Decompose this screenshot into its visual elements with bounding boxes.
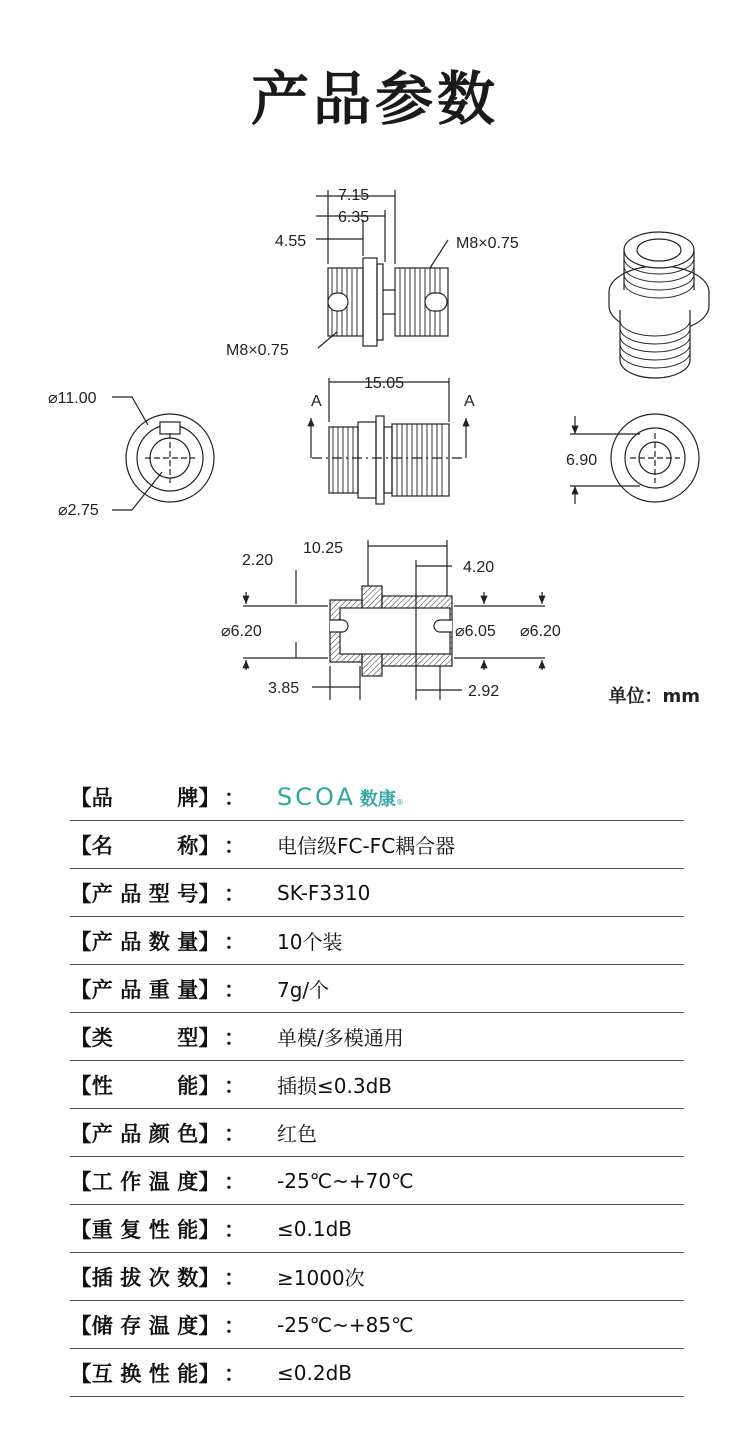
bracket-open: 【	[70, 977, 92, 1002]
dim-4-55: 4.55	[275, 233, 307, 250]
colon: ：	[223, 785, 245, 810]
spec-label-char: 作	[120, 1169, 142, 1194]
spec-label-char: 存	[120, 1313, 142, 1338]
dim-6-90: 6.90	[566, 452, 598, 469]
spec-row	[70, 1109, 684, 1157]
spec-row	[70, 917, 684, 965]
colon: ：	[223, 881, 245, 906]
bracket-close: 】	[198, 1169, 220, 1194]
spec-row	[70, 821, 684, 869]
left-end-view	[112, 397, 214, 510]
spec-label-text	[92, 782, 199, 812]
brand-registered-mark: ®	[395, 797, 404, 807]
dim-phi-6-20-right: ⌀6.20	[520, 623, 561, 640]
spec-label	[70, 1358, 245, 1388]
iso-view	[609, 232, 709, 378]
spec-label-text	[92, 1310, 199, 1340]
spec-label-char: 换	[120, 1361, 142, 1386]
spec-row	[70, 1253, 684, 1301]
spec-row	[70, 1301, 684, 1349]
bracket-close: 】	[198, 1361, 220, 1386]
bracket-close: 】	[198, 1073, 220, 1098]
bracket-close: 】	[198, 1121, 220, 1146]
spec-label-char: 品	[120, 929, 142, 954]
dim-7-15: 7.15	[338, 187, 370, 204]
spec-label-text	[92, 1214, 199, 1244]
spec-label-char: 储	[91, 1313, 113, 1338]
brand-logo-text: SCOA	[277, 782, 356, 811]
spec-value: ≤0.2dB	[277, 1360, 352, 1385]
spec-label-text	[92, 830, 199, 860]
spec-label	[70, 1022, 245, 1052]
spec-label-char: 产	[91, 929, 113, 954]
spec-label-char: 性	[148, 1217, 170, 1242]
spec-label-char: 品	[91, 785, 113, 810]
dim-phi-2-75: ⌀2.75	[58, 502, 99, 519]
spec-label	[70, 830, 245, 860]
spec-label-char: 色	[177, 1121, 199, 1146]
spec-label	[70, 1118, 245, 1148]
colon: ：	[223, 833, 245, 858]
colon: ：	[223, 1361, 245, 1386]
spec-label-char: 性	[91, 1073, 113, 1098]
dim-phi-6-20-left: ⌀6.20	[221, 623, 262, 640]
front-view	[311, 378, 466, 504]
spec-label-char: 颜	[148, 1121, 170, 1146]
spec-label-char: 数	[148, 929, 170, 954]
spec-label-char: 性	[148, 1361, 170, 1386]
spec-label-char: 能	[177, 1217, 199, 1242]
bracket-close: 】	[198, 1265, 220, 1290]
spec-label-char: 拔	[120, 1265, 142, 1290]
colon: ：	[223, 1025, 245, 1050]
bracket-open: 【	[70, 881, 92, 906]
page-title: 产品参数	[250, 65, 499, 133]
spec-label-text	[92, 1118, 199, 1148]
brand-logo	[277, 783, 404, 811]
dim-phi-11-00: ⌀11.00	[48, 390, 97, 407]
bracket-open: 【	[70, 1073, 92, 1098]
bracket-open: 【	[70, 833, 92, 858]
spec-label-char: 产	[91, 881, 113, 906]
spec-value: 插损≤0.3dB	[277, 1074, 392, 1098]
spec-row	[70, 1349, 684, 1397]
section-a-right: A	[464, 393, 475, 410]
dim-m8-top: M8×0.75	[456, 235, 519, 252]
spec-label-char: 能	[177, 1361, 199, 1386]
spec-label-text	[92, 1166, 199, 1196]
spec-row	[70, 869, 684, 917]
spec-label-char: 品	[120, 881, 142, 906]
spec-label-char: 类	[91, 1025, 113, 1050]
spec-row	[70, 1013, 684, 1061]
dim-m8-bottom: M8×0.75	[226, 342, 289, 359]
spec-row	[70, 1205, 684, 1253]
bracket-close: 】	[198, 833, 220, 858]
spec-label-text	[92, 878, 199, 908]
spec-label-char: 温	[148, 1169, 170, 1194]
spec-label-char: 称	[177, 833, 199, 858]
spec-label	[70, 1262, 245, 1292]
spec-label-char: 工	[91, 1169, 113, 1194]
spec-value: -25℃~+70℃	[277, 1168, 414, 1193]
bracket-open: 【	[70, 1361, 92, 1386]
spec-label-char: 型	[148, 881, 170, 906]
spec-value: 10个装	[277, 930, 343, 954]
spec-label-char: 度	[177, 1169, 199, 1194]
spec-label	[70, 926, 245, 956]
spec-label	[70, 974, 245, 1004]
spec-label-char: 产	[91, 977, 113, 1002]
spec-label	[70, 1166, 245, 1196]
spec-label-char: 能	[177, 1073, 199, 1098]
spec-label-char: 量	[177, 977, 199, 1002]
spec-row	[70, 1061, 684, 1109]
colon: ：	[223, 1313, 245, 1338]
spec-label-char: 次	[148, 1265, 170, 1290]
spec-label-char: 量	[177, 929, 199, 954]
colon: ：	[223, 977, 245, 1002]
bracket-open: 【	[70, 929, 92, 954]
dim-10-25: 10.25	[303, 540, 344, 557]
spec-label-text	[92, 974, 199, 1004]
dim-4-20: 4.20	[463, 559, 495, 576]
spec-label-char: 插	[91, 1265, 113, 1290]
spec-label-text	[92, 926, 199, 956]
spec-label-char: 度	[177, 1313, 199, 1338]
spec-label	[70, 1070, 245, 1100]
colon: ：	[223, 1265, 245, 1290]
spec-table	[70, 773, 684, 1397]
spec-label-char: 重	[91, 1217, 113, 1242]
dim-phi-6-05: ⌀6.05	[455, 623, 496, 640]
spec-label-char: 型	[177, 1025, 199, 1050]
spec-label-text	[92, 1022, 199, 1052]
bracket-open: 【	[70, 1265, 92, 1290]
unit-label: 单位：mm	[608, 686, 700, 707]
dim-6-35: 6.35	[338, 209, 370, 226]
bracket-open: 【	[70, 785, 92, 810]
spec-label-char: 品	[120, 977, 142, 1002]
bracket-open: 【	[70, 1121, 92, 1146]
spec-label-char: 数	[177, 1265, 199, 1290]
colon: ：	[223, 1121, 245, 1146]
bracket-close: 】	[198, 929, 220, 954]
section-a-left: A	[311, 393, 322, 410]
spec-label-char: 互	[91, 1361, 113, 1386]
spec-row	[70, 1157, 684, 1205]
spec-value: -25℃~+85℃	[277, 1312, 414, 1337]
spec-label-char: 品	[120, 1121, 142, 1146]
colon: ：	[223, 929, 245, 954]
dim-3-85: 3.85	[268, 680, 300, 697]
dim-15-05: 15.05	[364, 375, 405, 392]
side-view-top	[316, 190, 448, 348]
spec-row	[70, 965, 684, 1013]
bracket-close: 】	[198, 785, 220, 810]
spec-label-char: 温	[148, 1313, 170, 1338]
spec-label-char: 牌	[177, 785, 199, 810]
bracket-open: 【	[70, 1217, 92, 1242]
colon: ：	[223, 1073, 245, 1098]
spec-label-text	[92, 1358, 199, 1388]
colon: ：	[223, 1169, 245, 1194]
spec-label-text	[92, 1070, 199, 1100]
spec-label-text	[92, 1262, 199, 1292]
spec-value: 7g/个	[277, 978, 330, 1002]
spec-label-char: 复	[120, 1217, 142, 1242]
spec-value: ≥1000次	[277, 1266, 365, 1290]
spec-label-char: 名	[91, 833, 113, 858]
spec-label-char: 号	[177, 881, 199, 906]
spec-value	[277, 783, 404, 811]
spec-value: 红色	[277, 1122, 317, 1146]
bracket-open: 【	[70, 1169, 92, 1194]
colon: ：	[223, 1217, 245, 1242]
spec-label	[70, 782, 245, 812]
spec-value: ≤0.1dB	[277, 1216, 352, 1241]
technical-drawing	[0, 160, 750, 740]
spec-value: SK-F3310	[277, 880, 371, 905]
bracket-open: 【	[70, 1313, 92, 1338]
bracket-close: 】	[198, 977, 220, 1002]
bracket-close: 】	[198, 881, 220, 906]
bracket-close: 】	[198, 1217, 220, 1242]
spec-row	[70, 773, 684, 821]
section-view	[243, 540, 545, 700]
bracket-open: 【	[70, 1025, 92, 1050]
bracket-close: 】	[198, 1313, 220, 1338]
spec-label-char: 重	[148, 977, 170, 1002]
spec-value: 电信级FC-FC耦合器	[277, 834, 456, 858]
bracket-close: 】	[198, 1025, 220, 1050]
spec-label	[70, 1310, 245, 1340]
brand-logo-cn: 数康	[359, 788, 396, 810]
spec-label-char: 产	[91, 1121, 113, 1146]
spec-label	[70, 878, 245, 908]
dim-2-20: 2.20	[242, 552, 274, 569]
spec-label	[70, 1214, 245, 1244]
spec-value: 单模/多模通用	[277, 1026, 404, 1050]
dim-2-92: 2.92	[468, 683, 500, 700]
